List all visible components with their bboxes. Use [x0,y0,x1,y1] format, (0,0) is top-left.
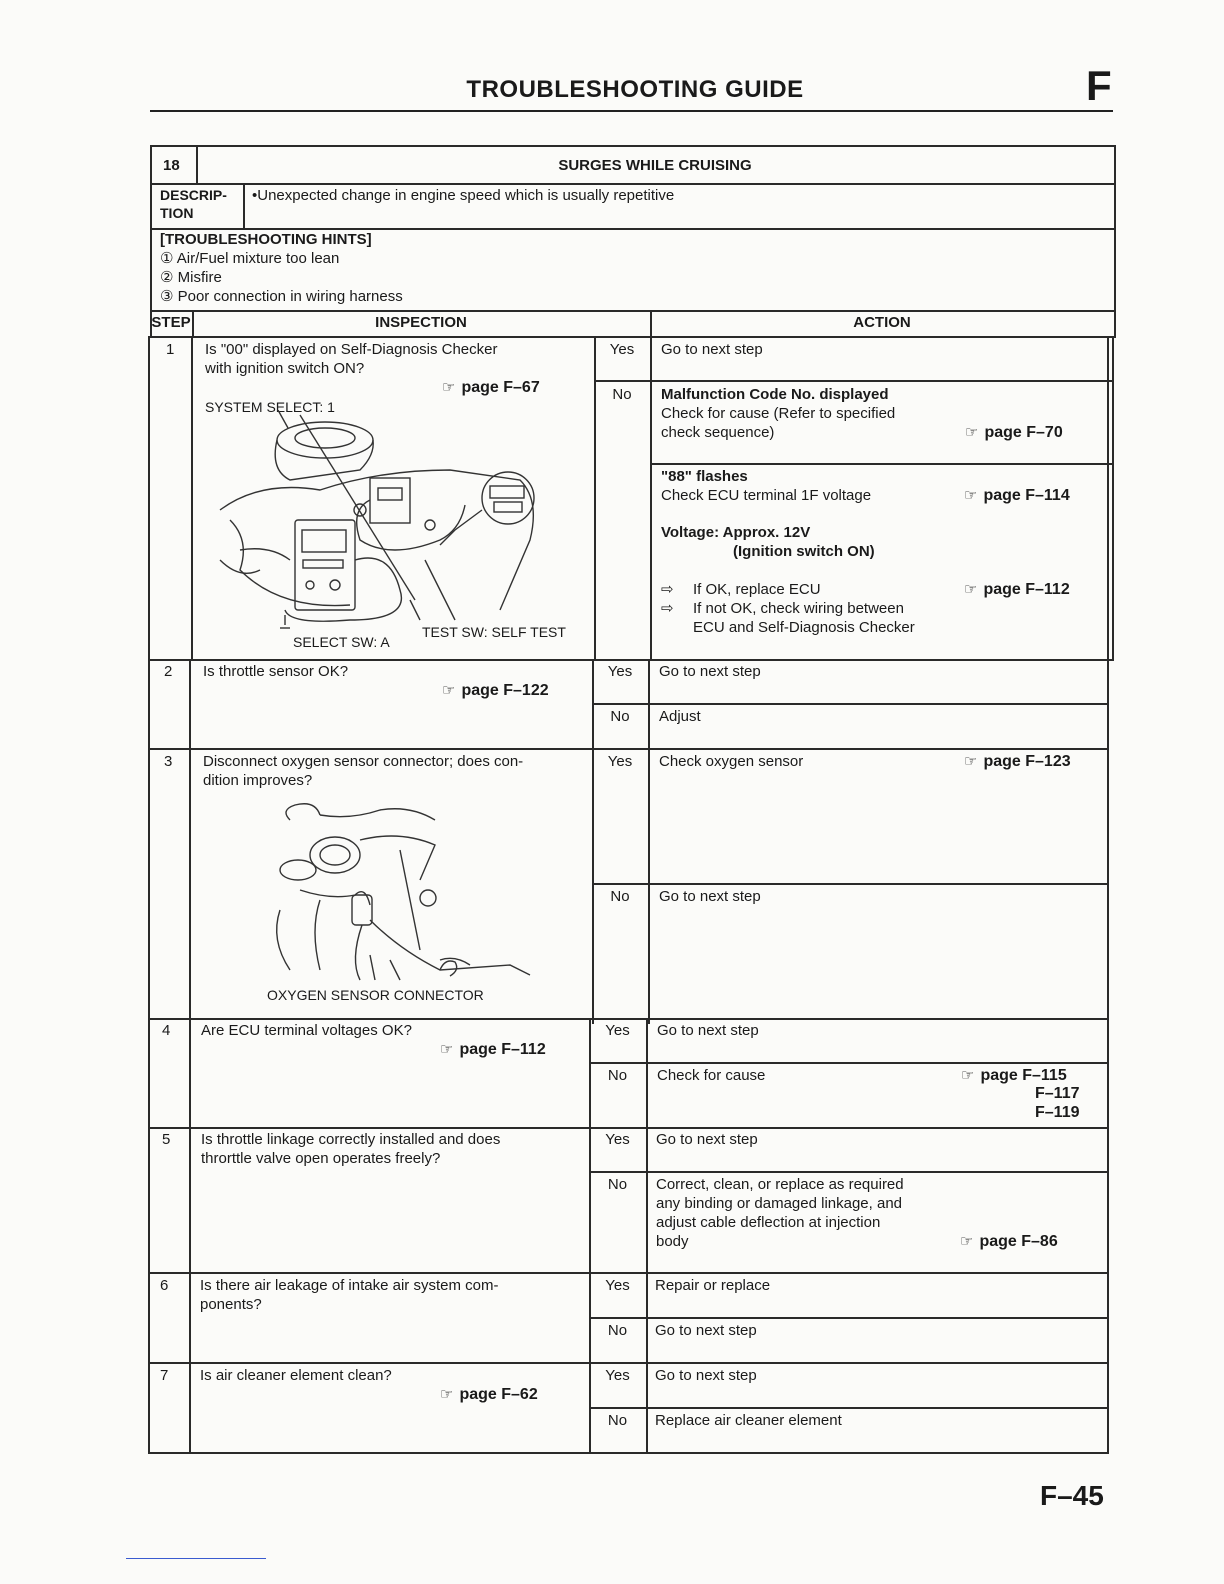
reference-pointer-icon: ☞ [442,379,456,396]
action-text: Go to next step [659,888,761,905]
action-text: Replace air cleaner element [655,1412,842,1429]
no-label: No [607,1176,628,1193]
reference-pointer-icon: ☞ [440,1041,454,1058]
description-text: •Unexpected change in engine speed which is usually repetitive [252,187,675,204]
inspection-column-header: INSPECTION [375,314,467,331]
figure-label-oxygen-sensor: OXYGEN SENSOR CONNECTOR [267,987,484,1003]
action-text: check sequence) [661,424,775,441]
action-text: Go to next step [659,663,761,680]
yes-label: Yes [607,663,633,680]
action-title: Malfunction Code No. displayed [661,386,889,403]
inspection-text: Is air cleaner element clean? [200,1367,392,1384]
reference-pointer-icon: ☞ [440,1386,454,1403]
page-reference[interactable]: ☞ page F–62 [440,1386,538,1403]
problem-number: 18 [163,157,180,174]
oxygen-sensor-connector-illustration [260,800,540,990]
hint-item: ② Misfire [160,269,222,286]
action-title: "88" flashes [661,468,748,485]
yes-label: Yes [605,1367,630,1384]
inspection-text: with ignition switch ON? [205,360,365,377]
reference-pointer-icon: ☞ [964,487,978,504]
page-reference[interactable]: ☞ page F–70 [965,424,1063,441]
reference-pointer-icon: ☞ [964,581,978,598]
action-text: Adjust [659,708,701,725]
step-number: 4 [162,1022,171,1039]
action-column-header: ACTION [853,314,911,331]
inspection-text: Are ECU terminal voltages OK? [201,1022,412,1039]
page-reference[interactable]: ☞ page F–112 [440,1041,546,1058]
page-reference[interactable]: F–119 [1035,1104,1080,1121]
description-label: DESCRIP- [160,187,227,203]
hint-item: ③ Poor connection in wiring harness [160,288,403,305]
action-text: Go to next step [655,1322,757,1339]
inspection-text: Is throttle linkage correctly installed and does [201,1131,501,1148]
inspection-text: Is throttle sensor OK? [203,663,349,680]
section-letter: F [1086,62,1112,109]
action-text: If not OK, check wiring between [693,600,904,617]
reference-pointer-icon: ☞ [965,424,979,441]
reference-pointer-icon: ☞ [961,1067,975,1084]
page-reference[interactable]: ☞ page F–114 [964,487,1070,504]
action-text: Check for cause (Refer to specified [661,405,896,422]
no-label: No [607,1067,628,1084]
no-label: No [607,1412,628,1429]
yes-label: Yes [605,1277,630,1294]
action-text: Go to next step [661,341,763,358]
action-text: any binding or damaged linkage, and [656,1195,903,1212]
step-number: 3 [164,753,173,770]
inspection-text: ponents? [200,1296,262,1313]
no-label: No [612,386,632,403]
no-label: No [610,708,630,725]
reference-pointer-icon: ☞ [442,682,456,699]
self-diagnosis-checker-illustration [200,410,590,650]
page-reference[interactable]: ☞ page F–122 [442,682,549,699]
figure-label-select-sw: SELECT SW: A [293,634,390,650]
action-text: adjust cable deflection at injection [656,1214,881,1231]
action-text: Check ECU terminal 1F voltage [661,487,872,504]
action-text: Check for cause [657,1067,766,1084]
hint-item: ① Air/Fuel mixture too lean [160,250,340,267]
action-text: Go to next step [655,1367,757,1384]
yes-label: Yes [605,1022,630,1039]
header-divider [150,110,1113,112]
arrow-icon: ⇨ [661,600,674,617]
action-text: Correct, clean, or replace as required [656,1176,904,1193]
page-reference[interactable]: ☞ page F–123 [964,753,1071,770]
action-text: Check oxygen sensor [659,753,804,770]
figure-label-system-select: SYSTEM SELECT: 1 [205,399,335,415]
no-label: No [607,1322,628,1339]
page-reference[interactable]: ☞ page F–67 [442,379,540,396]
page-title: TROUBLESHOOTING GUIDE [466,76,804,103]
step-column-header: STEP [151,314,191,331]
yes-label: Yes [609,341,635,358]
reference-pointer-icon: ☞ [960,1233,974,1250]
description-label-cont: TION [160,205,194,221]
action-text: Go to next step [657,1022,759,1039]
page-reference[interactable]: F–117 [1035,1085,1080,1102]
action-text: If OK, replace ECU [693,581,821,598]
step-number: 5 [162,1131,171,1148]
no-label: No [610,888,630,905]
step-number: 7 [160,1367,169,1384]
step-number: 2 [164,663,173,680]
page-reference[interactable]: ☞ page F–115 [961,1067,1067,1084]
voltage-spec: Voltage: Approx. 12V [661,524,811,541]
arrow-icon: ⇨ [661,581,674,598]
figure-label-test-sw: TEST SW: SELF TEST [422,624,566,640]
page-reference[interactable]: ☞ page F–112 [964,581,1070,598]
bottom-link-underline [126,1558,266,1559]
inspection-text: Disconnect oxygen sensor connector; does con- [203,753,524,770]
page-reference[interactable]: ☞ page F–86 [960,1233,1058,1250]
inspection-text: throrttle valve open operates freely? [201,1150,441,1167]
inspection-text: dition improves? [203,772,313,789]
inspection-text: Is "00" displayed on Self-Diagnosis Checker [205,341,498,358]
yes-label: Yes [605,1131,630,1148]
hints-title: [TROUBLESHOOTING HINTS] [160,231,372,248]
step-number: 1 [166,341,175,358]
step-number: 6 [160,1277,169,1294]
action-text: Repair or replace [655,1277,771,1294]
inspection-text: Is there air leakage of intake air system com- [200,1277,499,1294]
reference-pointer-icon: ☞ [964,753,978,770]
voltage-note: (Ignition switch ON) [733,543,875,560]
action-text: body [656,1233,689,1250]
yes-label: Yes [607,753,633,770]
action-text: ECU and Self-Diagnosis Checker [693,619,915,636]
problem-title: SURGES WHILE CRUISING [558,157,752,174]
action-text: Go to next step [656,1131,758,1148]
page-number: F–45 [1040,1480,1104,1511]
